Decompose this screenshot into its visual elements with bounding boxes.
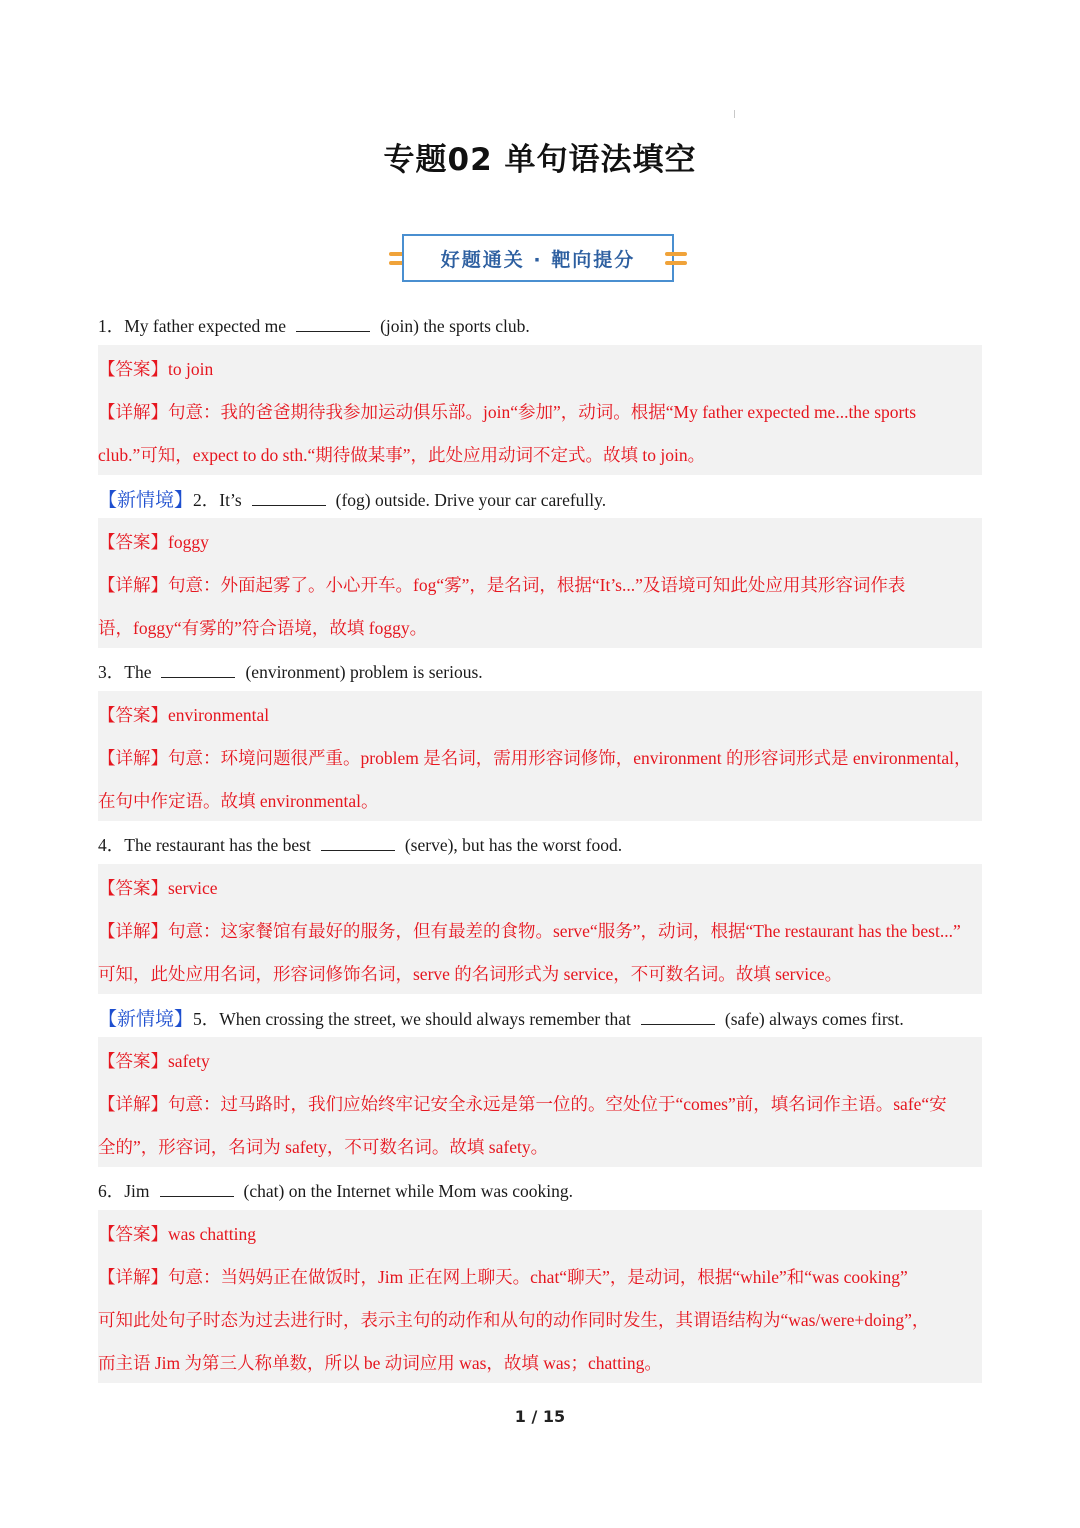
explanation-line: 【详解】句意：环境问题很严重。problem 是名词，需用形容词修饰，environment 的形容词形式是 environmental， bbox=[98, 748, 972, 768]
explanation-line: 可知此处句子时态为过去进行时，表示主句的动作和从句的动作同时发生，其谓语结构为“was/were+doing”， bbox=[98, 1310, 930, 1330]
answer-box-4 bbox=[98, 864, 982, 994]
answer-box-6 bbox=[98, 1210, 982, 1383]
page-number: 1 / 15 bbox=[514, 1407, 566, 1426]
answer-line: 【答案】service bbox=[98, 878, 218, 898]
answer-blank bbox=[321, 836, 395, 851]
question-number: 2． bbox=[193, 490, 220, 510]
question-number: 5． bbox=[193, 1009, 220, 1029]
question-text-after: (fog) outside. Drive your car carefully. bbox=[335, 490, 607, 510]
answer-line: 【答案】safety bbox=[98, 1051, 210, 1071]
answer-blank bbox=[641, 1010, 715, 1025]
question-text-before: The restaurant has the best bbox=[124, 835, 311, 855]
answer-line: 【答案】to join bbox=[98, 359, 214, 379]
explanation-line: 【详解】句意：这家餐馆有最好的服务，但有最差的食物。serve“服务”，动词，根据“The restaurant has the best...” bbox=[98, 921, 961, 941]
question-4 bbox=[98, 832, 622, 857]
explanation-line: 语，foggy“有雾的”符合语境，故填 foggy。 bbox=[98, 618, 428, 638]
explanation-line: 而主语 Jim 为第三人称单数，所以 be 动词应用 was，故填 was；chatting。 bbox=[98, 1353, 662, 1373]
explanation-line: 【详解】句意：外面起雾了。小心开车。fog“雾”，是名词，根据“It’s...”及语境可知此处应用其形容词作表 bbox=[98, 575, 906, 595]
question-number: 1． bbox=[98, 316, 125, 336]
section-banner bbox=[402, 234, 674, 282]
question-text-after: (safe) always comes first. bbox=[724, 1009, 904, 1029]
answer-box-1 bbox=[98, 345, 982, 475]
question-text-after: (chat) on the Internet while Mom was cooking. bbox=[243, 1181, 574, 1201]
explanation-line: 【详解】句意：我的爸爸期待我参加运动俱乐部。join“参加”，动词。根据“My father expected me...the sports bbox=[98, 402, 917, 422]
answer-box-3 bbox=[98, 691, 982, 821]
question-1 bbox=[98, 313, 530, 338]
question-text-after: (serve), but has the worst food. bbox=[404, 835, 623, 855]
explanation-line: 全的”，形容词，名词为 safety，不可数名词。故填 safety。 bbox=[98, 1137, 549, 1157]
question-text-before: Jim bbox=[124, 1181, 150, 1201]
question-5 bbox=[98, 1004, 904, 1031]
question-tag: 【新情境】 bbox=[98, 489, 194, 511]
explanation-line: club.”可知，expect to do sth.“期待做某事”，此处应用动词不定式。故填 to join。 bbox=[98, 445, 706, 465]
page-title: 专题02 单句语法填空 bbox=[383, 142, 697, 178]
answer-line: 【答案】environmental bbox=[98, 705, 270, 725]
question-3 bbox=[98, 659, 483, 684]
answer-line: 【答案】was chatting bbox=[98, 1224, 256, 1244]
explanation-line: 在句中作定语。故填 environmental。 bbox=[98, 791, 379, 811]
header-tick-mark bbox=[734, 110, 735, 118]
question-text-before: It’s bbox=[219, 490, 242, 510]
explanation-line: 【详解】句意：过马路时，我们应始终牢记安全永远是第一位的。空处位于“comes”前，填名词作主语。safe“安 bbox=[98, 1094, 947, 1114]
answer-blank bbox=[296, 317, 370, 332]
answer-blank bbox=[160, 1182, 234, 1197]
question-tag: 【新情境】 bbox=[98, 1008, 194, 1030]
question-text-before: The bbox=[124, 662, 152, 682]
question-text-after: (join) the sports club. bbox=[380, 316, 530, 336]
question-number: 6． bbox=[98, 1181, 125, 1201]
question-number: 3． bbox=[98, 662, 125, 682]
answer-blank bbox=[161, 663, 235, 678]
question-2 bbox=[98, 485, 606, 512]
explanation-line: 【详解】句意：当妈妈正在做饭时，Jim 正在网上聊天。chat“聊天”，是动词，根据“while”和“was cooking” bbox=[98, 1267, 908, 1287]
question-text-after: (environment) problem is serious. bbox=[245, 662, 483, 682]
answer-box-2 bbox=[98, 518, 982, 648]
question-number: 4． bbox=[98, 835, 125, 855]
answer-line: 【答案】foggy bbox=[98, 532, 209, 552]
answer-box-5 bbox=[98, 1037, 982, 1167]
question-6 bbox=[98, 1178, 573, 1203]
banner-label: 好题通关 · 靶向提分 bbox=[440, 248, 636, 271]
question-text-before: My father expected me bbox=[124, 316, 287, 336]
explanation-line: 可知，此处应用名词，形容词修饰名词，serve 的名词形式为 service，不可数名词。故填 service。 bbox=[98, 964, 843, 984]
banner-right-decoration-icon bbox=[665, 249, 687, 269]
answer-blank bbox=[252, 491, 326, 506]
question-text-before: When crossing the street, we should always remember that bbox=[219, 1009, 631, 1029]
